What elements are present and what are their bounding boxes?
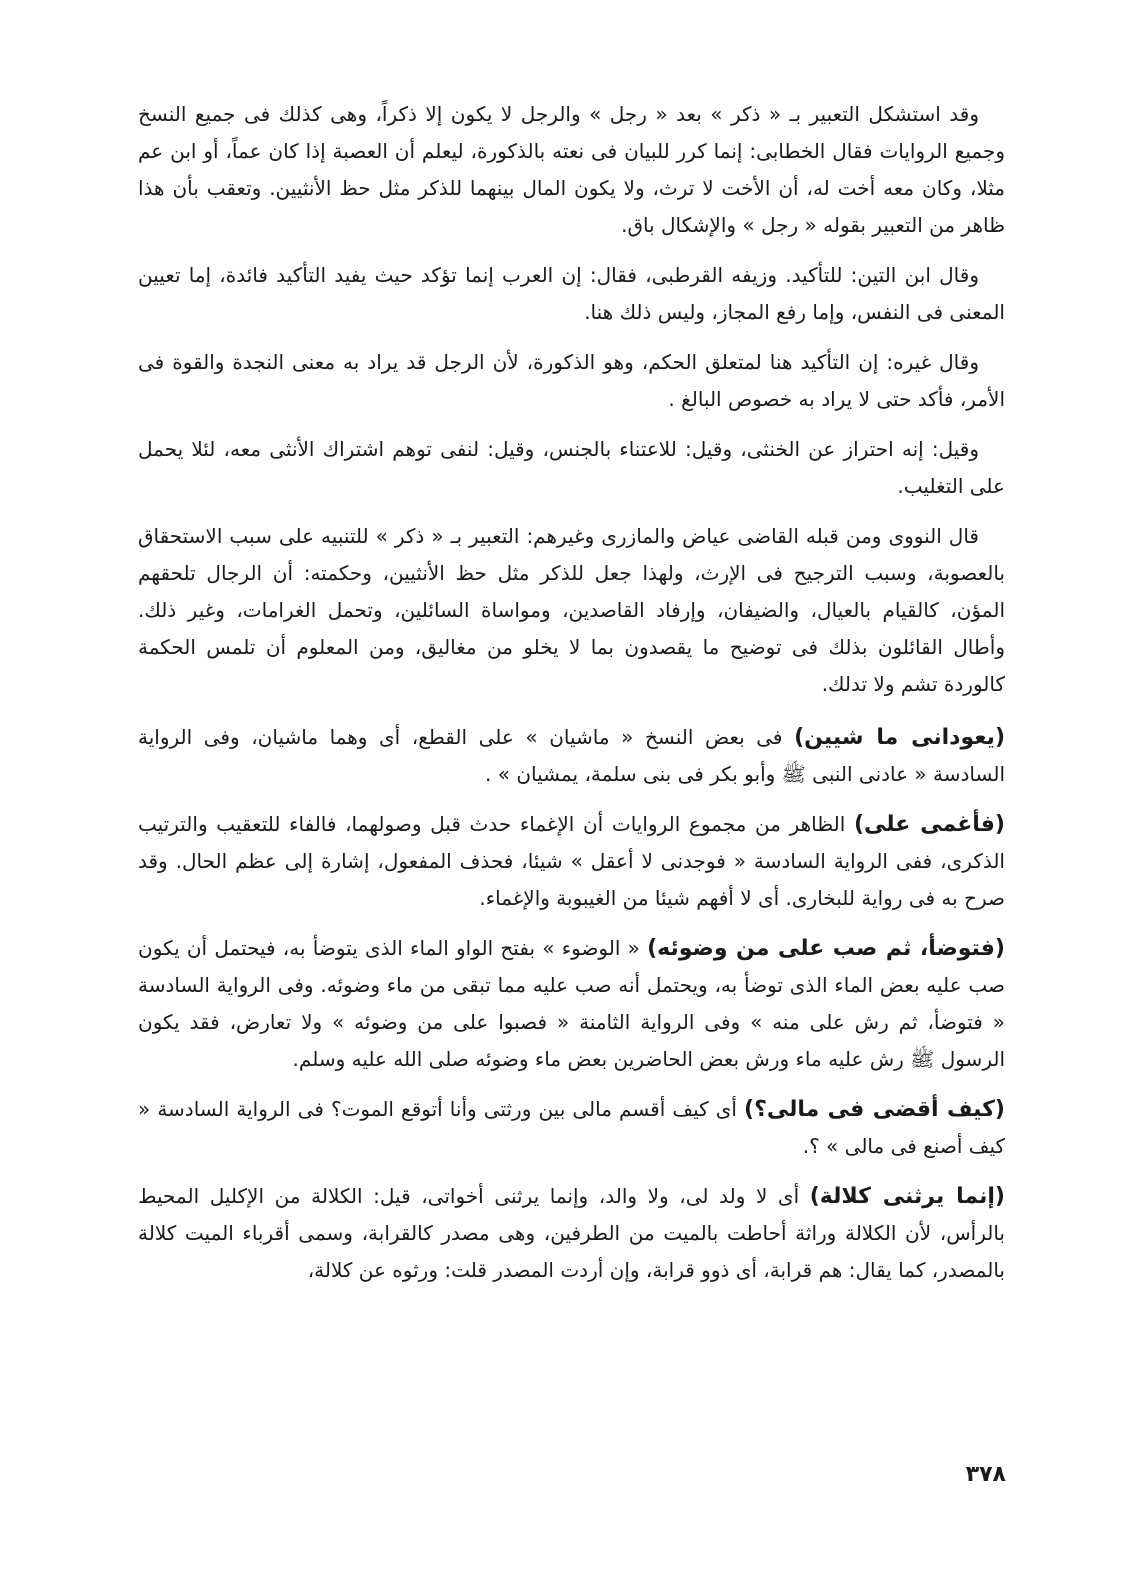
paragraph-1-text: وقد استشكل التعبير بـ « ذكر » بعد « رجل » والرجل لا يكون إلا ذكراً، وهى كذلك فى جميع النسخ وجميع الروايات فقال الخطابى: إنما كرر للبيان فى نعته بالذكورة، ليعلم أن العصبة إذا كان عماً، أو ابن عم مثلا، وكان معه أخت له، أن الأخت لا ترث، ولا يكون المال بينهما للذكر مثل حظ الأنثيين. وتعقب بأن هذا ظاهر من التعبير بقوله « رجل » والإشكال باق. bbox=[138, 102, 1005, 237]
paragraph-4-text: وقيل: إنه احتراز عن الخنثى، وقيل: للاعتناء بالجنس، وقيل: لنفى توهم اشتراك الأنثى معه، لئلا يحمل على التغليب. bbox=[138, 437, 1005, 498]
paragraph-9 bbox=[138, 1091, 1005, 1165]
paragraph-5 bbox=[138, 518, 1005, 703]
page-number: ٣٧٨ bbox=[965, 1462, 1006, 1487]
paragraph-6-term: (يعودانى ما شيين) bbox=[794, 725, 1005, 750]
paragraph-1 bbox=[138, 96, 1005, 244]
paragraph-6-text: فى بعض النسخ « ماشيان » على القطع، أى وهما ماشيان، وفى الرواية السادسة « عادنى النبى ﷺ وأبو بكر فى بنى سلمة، يمشيان » . bbox=[138, 725, 1005, 786]
main-text bbox=[138, 96, 1005, 1302]
paragraph-10-term: (إنما يرثنى كلالة) bbox=[809, 1184, 1005, 1209]
paragraph-2 bbox=[138, 257, 1005, 331]
paragraph-8-text: « الوضوء » بفتح الواو الماء الذى يتوضأ به، فيحتمل أن يكون صب عليه بعض الماء الذى توضأ به، ويحتمل أنه صب عليه مما تبقى من ماء وضوئه. وفى الرواية السادسة « فتوضأ، ثم رش على منه » وفى الرواية الثامنة « فصبوا على من وضوئه » ولا تعارض، فقد يكون الرسول ﷺ رش عليه ماء ورش بعض الحاضرين بعض ماء وضوئه صلى الله عليه وسلم. bbox=[138, 936, 1005, 1071]
paragraph-8-term: (فتوضأ، ثم صب على من وضوئه) bbox=[647, 936, 1005, 961]
paragraph-7-term: (فأغمى على) bbox=[853, 812, 1005, 837]
paragraph-2-text: وقال ابن التين: للتأكيد. وزيفه القرطبى، فقال: إن العرب إنما تؤكد حيث يفيد التأكيد فائدة، إما تعيين المعنى فى النفس، وإما رفع المجاز، وليس ذلك هنا. bbox=[138, 263, 1005, 324]
paragraph-7 bbox=[138, 806, 1005, 917]
paragraph-6 bbox=[138, 719, 1005, 793]
paragraph-9-text: أى كيف أقسم مالى بين ورثتى وأنا أتوقع الموت؟ فى الرواية السادسة « كيف أصنع فى مالى » ؟. bbox=[138, 1097, 1005, 1158]
paragraph-10-text: أى لا ولد لى، ولا والد، وإنما يرثنى أخواتى، قيل: الكلالة من الإكليل المحيط بالرأس، لأن الكلالة وراثة أحاطت بالميت من الطرفين، وهى مصدر كالقرابة، وسمى أقرباء الميت كلالة بالمصدر، كما يقال: هم قرابة، أى ذوو قرابة، وإن أردت المصدر قلت: ورثوه عن كلالة، bbox=[138, 1184, 1005, 1282]
paragraph-4 bbox=[138, 431, 1005, 505]
paragraph-9-term: (كيف أقضى فى مالى؟) bbox=[744, 1097, 1005, 1122]
paragraph-10 bbox=[138, 1178, 1005, 1289]
paragraph-7-text: الظاهر من مجموع الروايات أن الإغماء حدث قبل وصولهما، فالفاء للتعقيب والترتيب الذكرى، ففى الرواية السادسة « فوجدنى لا أعقل » شيئا، فحذف المفعول، إشارة إلى عظم الحال. وقد صرح به فى رواية للبخارى. أى لا أفهم شيئا من الغيبوبة والإغماء. bbox=[138, 812, 1005, 910]
paragraph-3 bbox=[138, 344, 1005, 418]
paragraph-3-text: وقال غيره: إن التأكيد هنا لمتعلق الحكم، وهو الذكورة، لأن الرجل قد يراد به معنى النجدة والقوة فى الأمر، فأكد حتى لا يراد به خصوص البالغ . bbox=[138, 350, 1005, 411]
paragraph-5-text: قال النووى ومن قبله القاضى عياض والمازرى وغيرهم: التعبير بـ « ذكر » للتنبيه على سبب الاستحقاق بالعصوبة، وسبب الترجيح فى الإرث، ولهذا جعل للذكر مثل حظ الأنثيين، وحكمته: أن الرجال تلحقهم المؤن، كالقيام بالعيال، والضيفان، وإرفاد القاصدين، ومواساة السائلين، وتحمل الغرامات، وغير ذلك. وأطال القائلون بذلك فى توضيح ما يقصدون بما لا يخلو من مغاليق، ومن المعلوم أن تلمس الحكمة كالوردة تشم ولا تدلك. bbox=[138, 524, 1005, 696]
paragraph-8 bbox=[138, 930, 1005, 1078]
